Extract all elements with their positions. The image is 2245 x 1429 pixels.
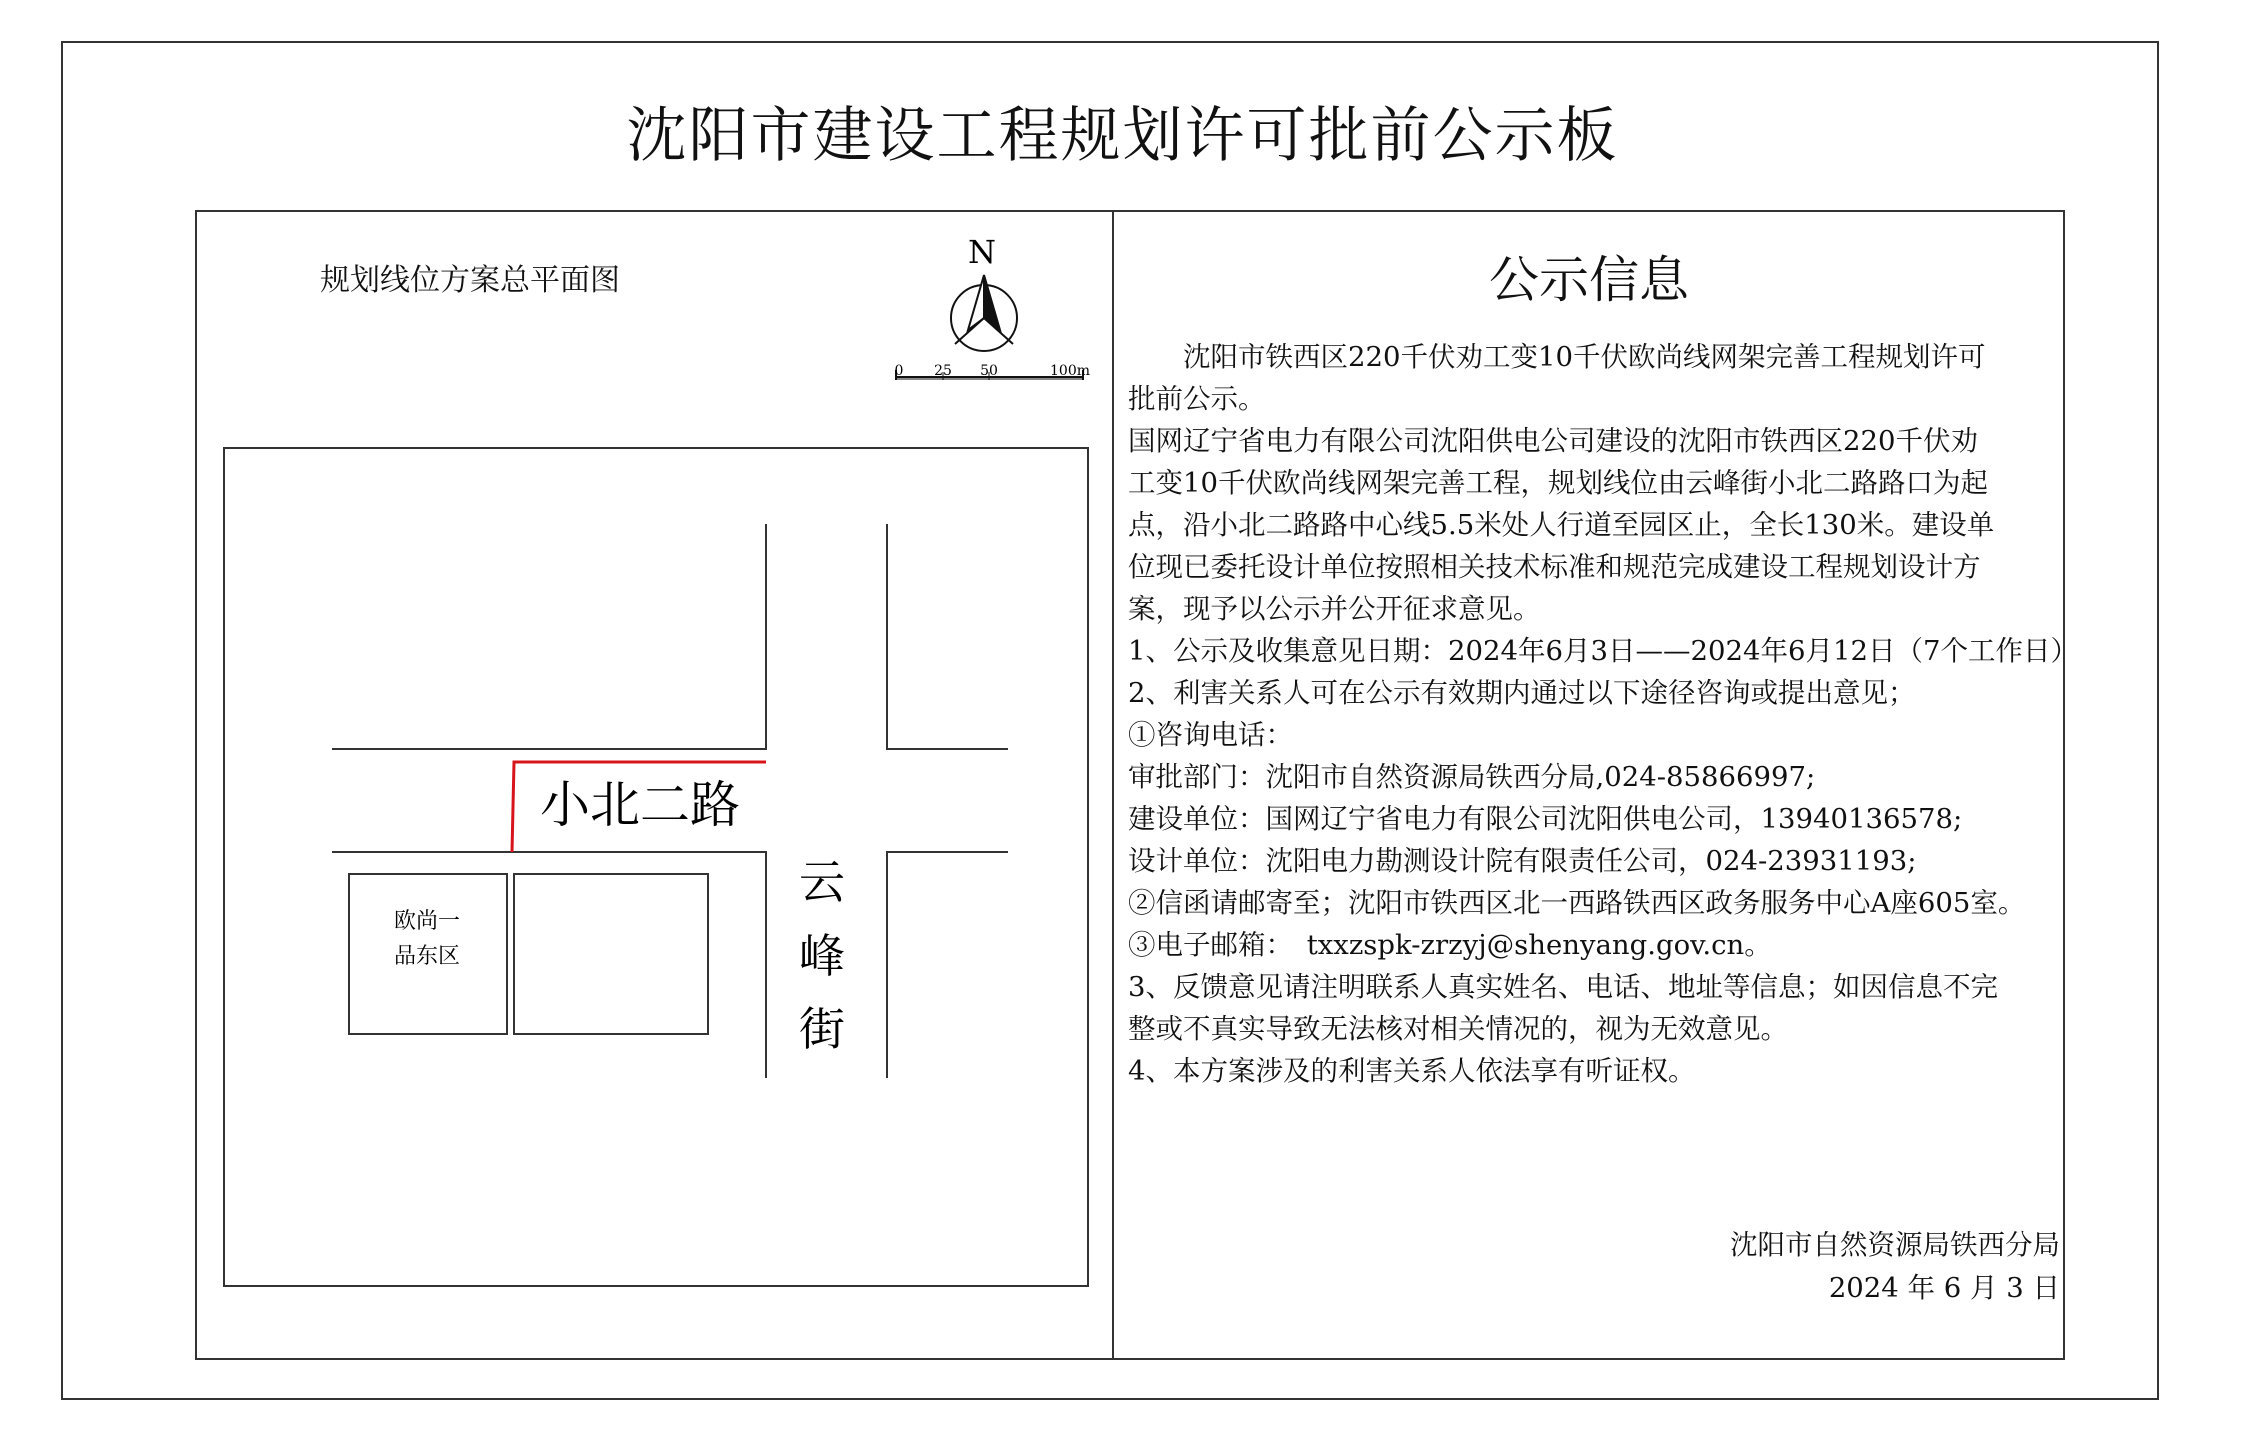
info-line: 4、本方案涉及的利害关系人依法享有听证权。	[1128, 1055, 1696, 1087]
block-adjacent	[514, 874, 708, 1034]
road-label-yunfeng-jie-2: 峰	[799, 929, 845, 983]
info-title: 公示信息	[1489, 251, 1689, 309]
info-line: ③电子邮箱： txxzspk-zrzyj@shenyang.gov.cn。	[1128, 929, 1772, 961]
north-label: N	[968, 233, 996, 271]
scale-label-50: 50	[980, 363, 998, 379]
scale-label-25: 25	[934, 363, 952, 379]
road-label-xiaobei-er-lu: 小北二路	[540, 776, 740, 834]
block-label-line1: 欧尚一	[393, 909, 461, 934]
info-line: 设计单位：沈阳电力勘测设计院有限责任公司，024-23931193;	[1128, 845, 1917, 877]
info-line: 2、利害关系人可在公示有效期内通过以下途径咨询或提出意见；	[1128, 677, 1916, 709]
info-line: 案，现予以公示并公开征求意见。	[1128, 593, 1541, 625]
info-line: 批前公示。	[1128, 383, 1266, 415]
road-label-yunfeng-jie-1: 云	[799, 855, 845, 909]
info-line: 国网辽宁省电力有限公司沈阳供电公司建设的沈阳市铁西区220千伏劝	[1128, 425, 1978, 457]
north-arrow-icon	[951, 233, 1017, 351]
map-frame	[224, 448, 1088, 1286]
scale-bar	[895, 363, 1090, 380]
info-line: ②信函请邮寄至；沈阳市铁西区北一西路铁西区政务服务中心A座605室。	[1128, 887, 2026, 919]
info-line: 建设单位：国网辽宁省电力有限公司沈阳供电公司，13940136578;	[1128, 803, 1963, 835]
signature-org: 沈阳市自然资源局铁西分局	[1730, 1229, 2060, 1261]
info-line: 审批部门：沈阳市自然资源局铁西分局,024-85866997;	[1128, 761, 1816, 793]
signature-date: 2024 年 6 月 3 日	[1828, 1272, 2060, 1304]
info-line: 1、公示及收集意见日期：2024年6月3日——2024年6月12日（7个工作日）	[1128, 635, 2078, 667]
block-label-line2: 品东区	[393, 944, 461, 969]
info-line: 工变10千伏欧尚线网架完善工程，规划线位由云峰街小北二路路口为起	[1128, 467, 1988, 499]
board-title: 沈阳市建设工程规划许可批前公示板	[626, 101, 1619, 171]
info-line: 沈阳市铁西区220千伏劝工变10千伏欧尚线网架完善工程规划许可	[1128, 341, 1986, 373]
map-title: 规划线位方案总平面图	[320, 263, 620, 298]
info-line: 位现已委托设计单位按照相关技术标准和规范完成建设工程规划设计方	[1128, 551, 1981, 583]
scale-label-100m: 100m	[1050, 363, 1090, 379]
road-label-yunfeng-jie-3: 街	[799, 1002, 845, 1056]
info-body	[1128, 336, 2078, 1092]
info-line: 3、反馈意见请注明联系人真实姓名、电话、地址等信息；如因信息不完	[1128, 971, 1998, 1003]
info-line: 点，沿小北二路路中心线5.5米处人行道至园区止，全长130米。建设单	[1128, 509, 1995, 541]
scale-label-0: 0	[894, 363, 904, 379]
info-line: ①咨询电话：	[1128, 719, 1293, 751]
info-line: 整或不真实导致无法核对相关情况的，视为无效意见。	[1128, 1013, 1788, 1045]
